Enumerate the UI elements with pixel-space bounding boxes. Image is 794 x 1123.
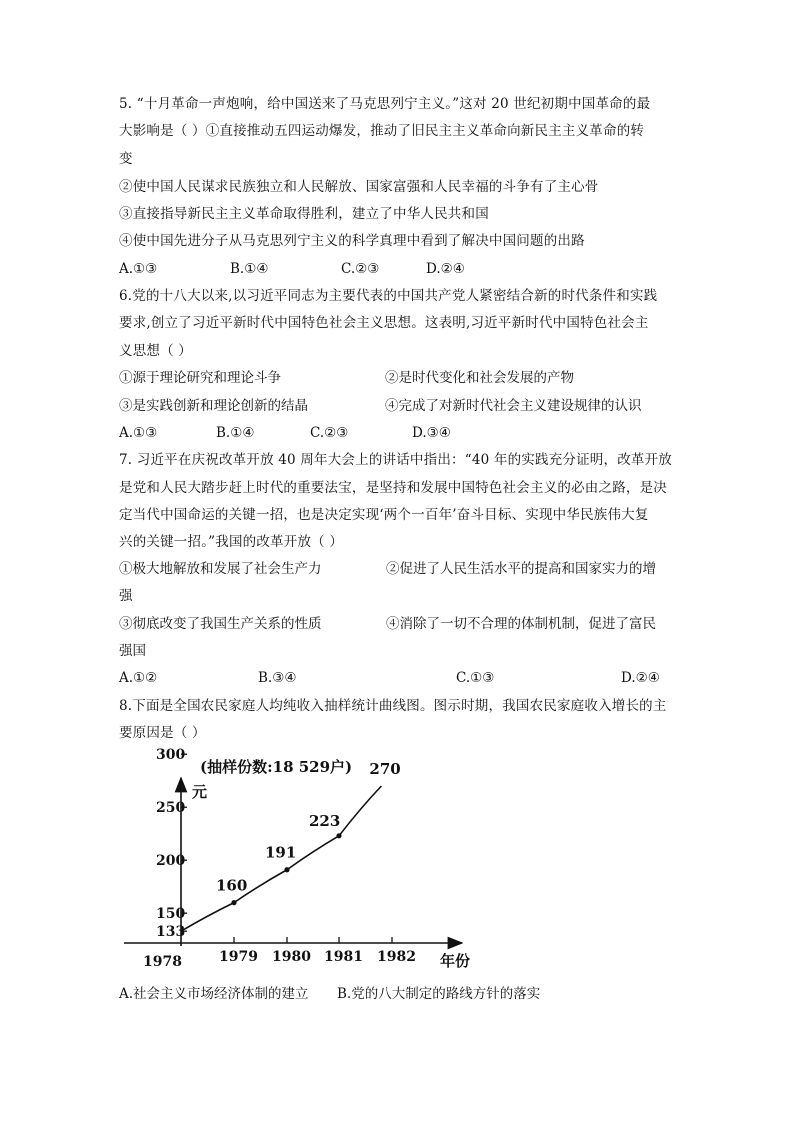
- q7-option-b[interactable]: B.③④: [258, 670, 297, 686]
- chart-title: (抽样份数:18 529户): [200, 758, 353, 776]
- q7-stem-line4: 兴的关键一招。”我国的改革开放（ ）: [119, 534, 344, 550]
- q6-stem-line3: 义思想（ ）: [119, 343, 192, 359]
- q5-stem-line1: 5. “十月革命一声炮响，给中国送来了马克思列宁主义。”这对 20 世纪初期中国革命的最: [119, 96, 651, 112]
- q6-option-b[interactable]: B.①④: [216, 425, 255, 441]
- y-axis-label: 元: [192, 783, 208, 801]
- q5-option-a[interactable]: A.①③: [119, 261, 158, 277]
- q7-stem-line1: 7. 习近平在庆祝改革开放 40 周年大会上的讲话中指出：“40 年的实践充分证明，改革开放: [119, 452, 673, 468]
- q8-option-b[interactable]: B.党的八大制定的路线方针的落实: [337, 986, 541, 1002]
- q6-option-d[interactable]: D.③④: [412, 425, 451, 441]
- q5-statement-3: ③直接指导新民主主义革命取得胜利，建立了中华人民共和国: [119, 206, 489, 222]
- q6-stem-line2: 要求,创立了习近平新时代中国特色社会主义思想。这表明,习近平新时代中国特色社会主: [119, 315, 649, 331]
- q8-option-a[interactable]: A.社会主义市场经济体制的建立: [119, 986, 309, 1002]
- q6-statement-1: ①源于理论研究和理论斗争: [119, 370, 281, 386]
- data-point: [231, 900, 236, 905]
- q8-stem-line2: 要原因是（ ）: [119, 725, 206, 741]
- data-point: [284, 867, 289, 872]
- q7-stem-line3: 定当代中国命运的关键一招，也是决定实现‘两个一百年’奋斗目标、实现中华民族伟大复: [119, 507, 649, 523]
- data-point: [336, 833, 341, 838]
- q7-statement-2-cont: 强: [119, 588, 133, 604]
- q5-option-d[interactable]: D.②④: [426, 261, 465, 277]
- y-tick-label: 250: [156, 800, 186, 817]
- q7-statement-3: ③彻底改变了我国生产关系的性质: [119, 616, 322, 632]
- y-tick-label: 133: [156, 924, 186, 941]
- q7-statement-1: ①极大地解放和发展了社会生产力: [119, 561, 322, 577]
- q6-stem-line1: 6.党的十八大以来,以习近平同志为主要代表的中国共产党人紧密结合新的时代条件和实践: [119, 288, 658, 304]
- q7-stem-line2: 是党和人民大踏步赶上时代的重要法宝，是坚持和发展中国特色社会主义的必由之路，是决: [119, 480, 667, 496]
- y-tick-label: 200: [156, 853, 186, 870]
- q6-statement-2: ②是时代变化和社会发展的产物: [385, 370, 574, 386]
- data-label: 191: [265, 843, 297, 862]
- q6-option-c[interactable]: C.②③: [310, 425, 349, 441]
- q5-option-c[interactable]: C.②③: [341, 261, 380, 277]
- x-tick-label: 1982: [377, 949, 416, 965]
- q5-statement-4: ④使中国先进分子从马克思列宁主义的科学真理中看到了解决中国问题的出路: [119, 233, 585, 249]
- data-label: 160: [216, 876, 248, 895]
- q7-option-d[interactable]: D.②④: [621, 670, 660, 686]
- q5-option-b[interactable]: B.①④: [230, 261, 269, 277]
- x-tick-label: 1981: [324, 949, 363, 965]
- q5-stem-line3: 变: [119, 151, 133, 167]
- y-tick-label: 150: [156, 906, 186, 923]
- data-label: 270: [369, 760, 401, 778]
- x-tick-label: 1978: [143, 954, 182, 970]
- y-tick-label: 300: [156, 747, 186, 764]
- q7-statement-4: ④消除了一切不合理的体制机制，促进了富民: [386, 616, 656, 632]
- q6-statement-3: ③是实践创新和理论创新的结晶: [119, 398, 308, 414]
- q8-stem-line1: 8.下面是全国农民家庭人均纯收入抽样统计曲线图。图示时期，我国农民家庭收入增长的主: [119, 698, 667, 714]
- q6-option-a[interactable]: A.①③: [119, 425, 158, 441]
- x-tick-label: 1979: [219, 949, 258, 965]
- q7-option-a[interactable]: A.①②: [119, 670, 158, 686]
- q6-statement-4: ④完成了对新时代社会主义建设规律的认识: [385, 398, 642, 414]
- q7-statement-2: ②促进了人民生活水平的提高和国家实力的增: [386, 561, 656, 577]
- data-label: 223: [309, 811, 341, 830]
- q7-option-c[interactable]: C.①③: [456, 670, 495, 686]
- q5-stem-line2: 大影响是（ ）①直接推动五四运动爆发，推动了旧民主主义革命向新民主主义革命的转: [119, 123, 645, 139]
- x-tick-label: 1980: [272, 949, 311, 965]
- q7-statement-4-cont: 强国: [119, 643, 146, 659]
- x-axis-label: 年份: [440, 952, 471, 970]
- q5-statement-2: ②使中国人民谋求民族独立和人民解放、国家富强和人民幸福的斗争有了主心骨: [119, 179, 599, 195]
